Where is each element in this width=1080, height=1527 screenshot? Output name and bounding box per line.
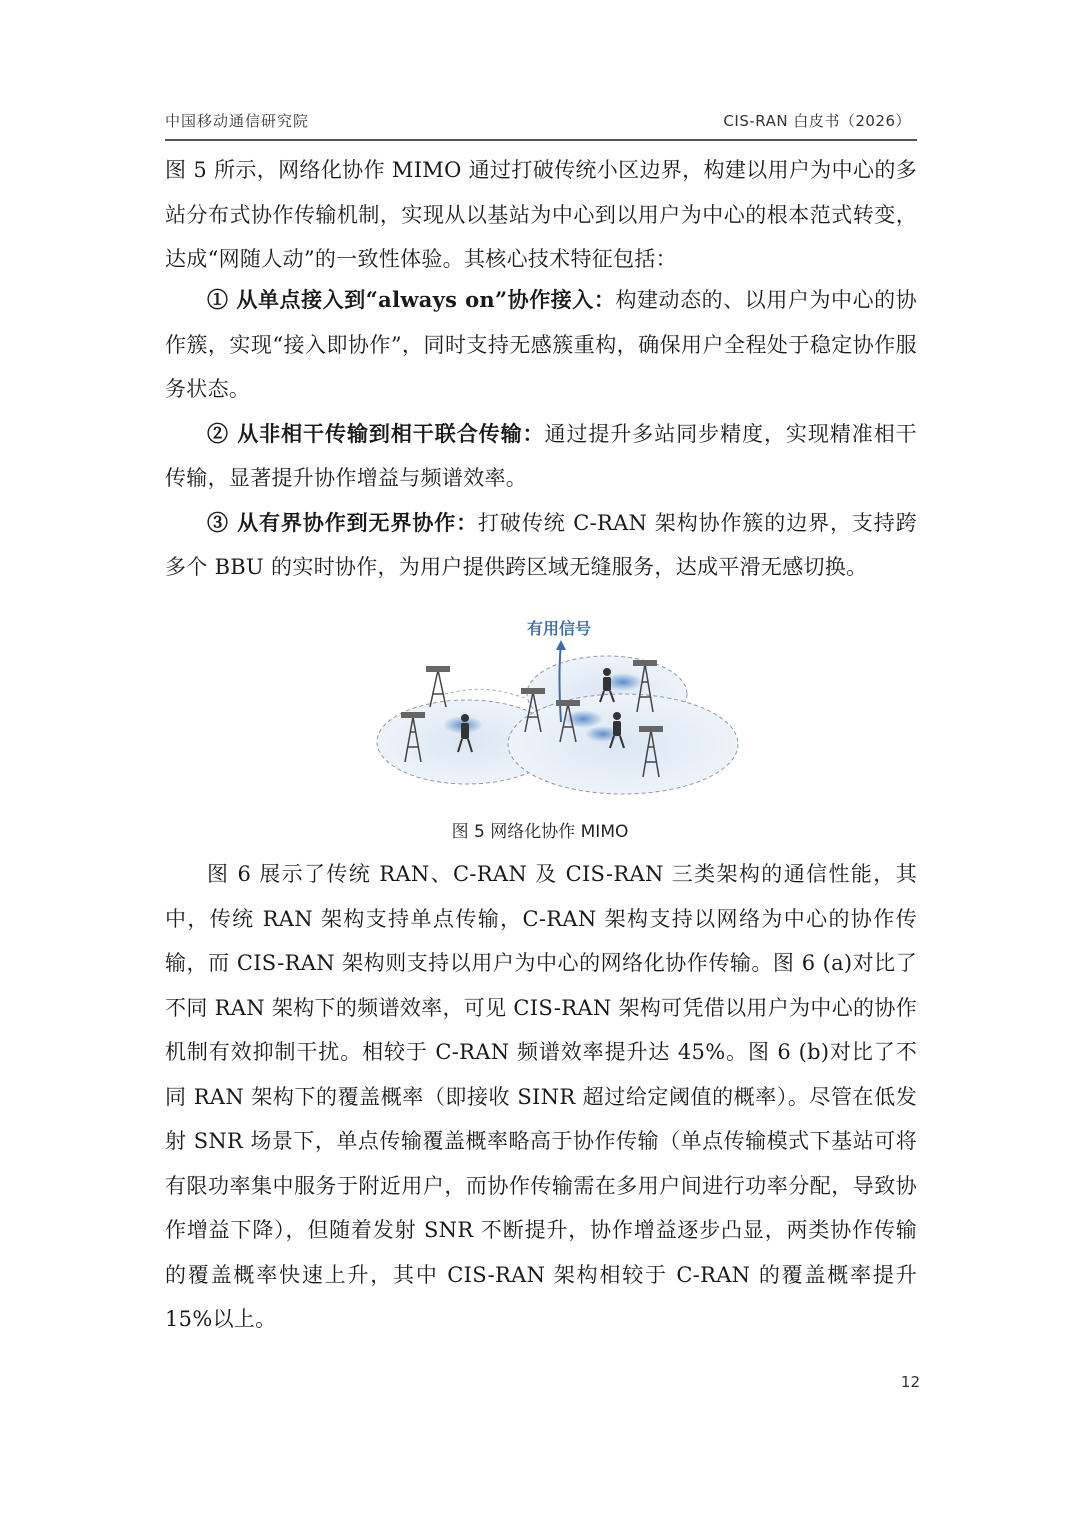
intro-paragraph bbox=[165, 148, 917, 282]
feature-text-3: 打破传统 C-RAN 架构协作簇的边界，支持跨多个 BBU 的实时协作，为用户提供跨区域无缝服务，达成平滑无感切换。 bbox=[165, 510, 918, 579]
feature-text-2: 通过提升多站同步精度，实现精准相干传输，显著提升协作增益与频谱效率。 bbox=[165, 421, 917, 490]
header-divider bbox=[165, 139, 917, 141]
figure-network-mimo bbox=[375, 612, 745, 817]
performance-paragraph bbox=[165, 852, 917, 1342]
network-mimo-illustration bbox=[375, 612, 745, 817]
signal-arrowhead bbox=[556, 640, 566, 650]
feature-item-3 bbox=[165, 501, 917, 590]
feature-title-2: ② 从非相干传输到相干联合传输： bbox=[207, 420, 545, 446]
tower-icon bbox=[426, 666, 450, 707]
feature-list bbox=[165, 278, 917, 590]
page-number: 12 bbox=[900, 1373, 920, 1391]
user-path bbox=[445, 689, 525, 698]
header-document-title: CIS-RAN 白皮书（2026） bbox=[723, 112, 911, 130]
intro-text: 图 5 所示，网络化协作 MIMO 通过打破传统小区边界，构建以用户为中心的多站分布式协作传输机制，实现从以基站为中心到以用户为中心的根本范式转变，达成“网随人动”的一致性体验。其核心技术特征包括： bbox=[165, 158, 917, 271]
page-header bbox=[165, 106, 917, 136]
performance-text: 图 6 展示了传统 RAN、C-RAN 及 CIS-RAN 三类架构的通信性能，其中，传统 RAN 架构支持单点传输，C-RAN 架构支持以网络为中心的协作传输，而 CIS-RAN 架构则支持以用户为中心的网络化协作传输。图 6 (a)对比了不同 RAN 架构下的频谱效率，可见 CIS-RAN 架构可凭借以用户为中心的协作机制有效抑制干扰。相较于 C-RAN 频谱效率提升达 45%。图 6 (b)对比了不同 RAN 架构下的覆盖概率（即接收 SINR 超过给定阈值的概率）。尽管在低发射 SNR 场景下，单点传输覆盖概率略高于协作传输（单点传输模式下基站可将有限功率集中服务于附近用户，而协作传输需在多用户间进行功率分配，导致协作增益下降），但随着发射 SNR 不断提升，协作增益逐步凸显，两类协作传输的覆盖概率快速上升，其中 CIS-RAN 架构相较于 C-RAN 的覆盖概率提升 15%以上。 bbox=[165, 862, 917, 1331]
figure-caption: 图 5 网络化协作 MIMO bbox=[451, 822, 629, 842]
feature-title-3: ③ 从有界协作到无界协作： bbox=[207, 509, 479, 535]
beam-2 bbox=[563, 710, 603, 728]
feature-text-1: 构建动态的、以用户为中心的协作簇，实现“接入即协作”，同时支持无感簇重构，确保用户全程处于稳定协作服务状态。 bbox=[165, 288, 917, 401]
header-organization: 中国移动通信研究院 bbox=[165, 112, 310, 130]
feature-title-1: ① 从单点接入到“always on”协作接入： bbox=[207, 287, 616, 312]
useful-signal-label: 有用信号 bbox=[526, 619, 592, 638]
feature-item-1 bbox=[165, 278, 917, 412]
feature-item-2 bbox=[165, 412, 917, 501]
